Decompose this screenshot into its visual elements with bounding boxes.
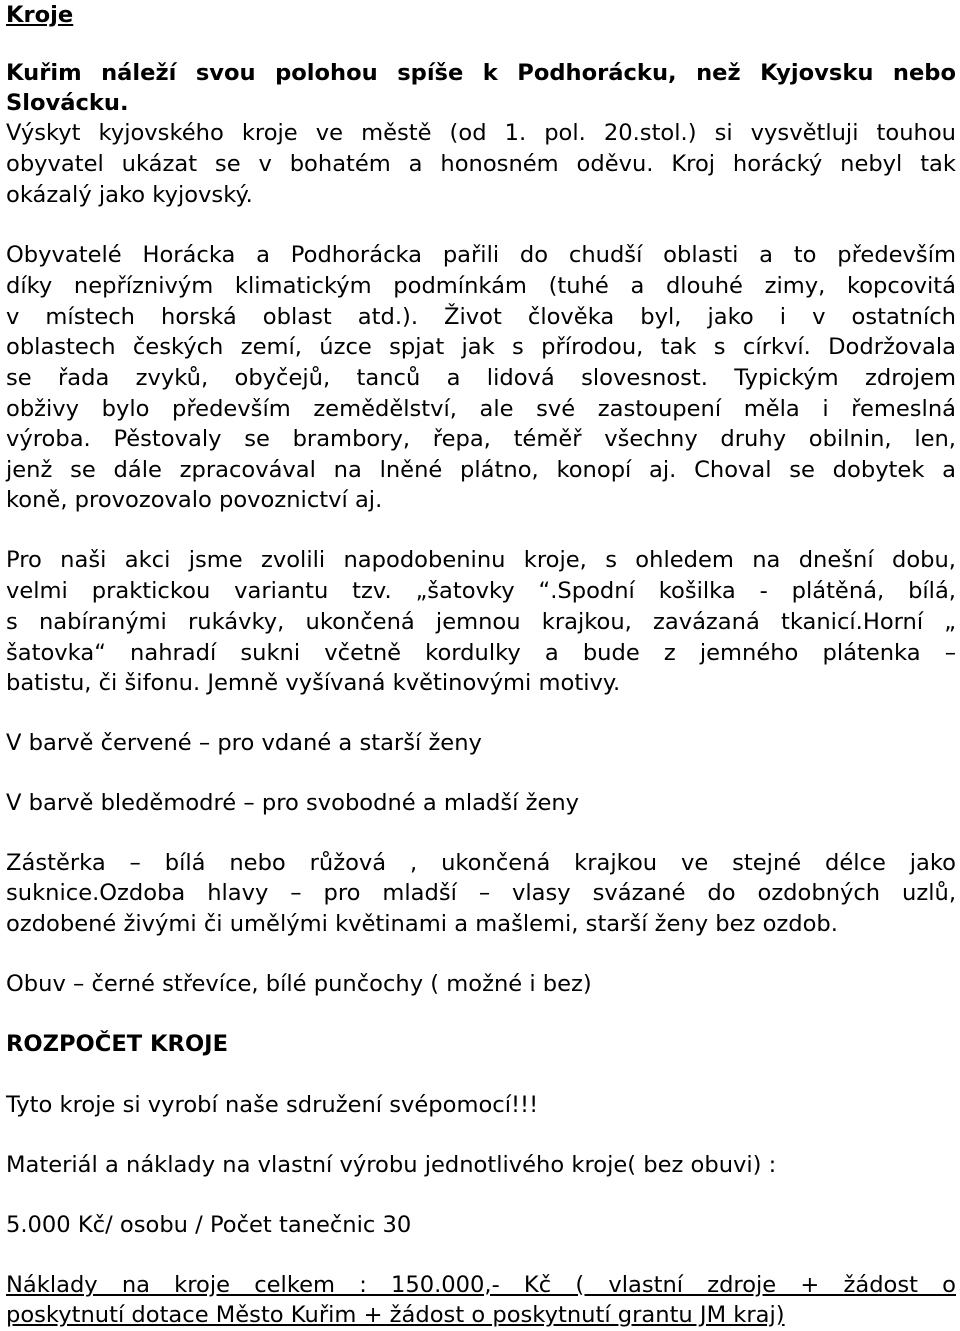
paragraph-blue-costume: V barvě bleděmodré – pro svobodné a mladší ženy [6,790,580,816]
budget-heading: ROZPOČET KROJE [6,1031,228,1057]
paragraph-2-line-8: jenž se dále zpracovával na lněné plátno, konopí aj. Choval se dobytek a [6,457,956,483]
paragraph-3-line-3: s nabíranými rukávky, ukončená jemnou krajkou, zavázaná tkanicí.Horní „ [6,609,956,635]
paragraph-total-cost-line-1: Náklady na kroje celkem : 150.000,- Kč ( vlastní zdroje + žádost o [6,1272,956,1298]
paragraph-2-line-7: výroba. Pěstovaly se brambory, řepa, téměř všechny druhy obilnin, len, [6,426,956,452]
paragraph-total-cost-line-2: poskytnutí dotace Město Kuřim + žádost o poskytnutí grantu JM kraj) [6,1302,785,1328]
paragraph-material-costs: Materiál a náklady na vlastní výrobu jednotlivého kroje( bez obuvi) : [6,1152,777,1178]
paragraph-3-line-1: Pro naši akci jsme zvolili napodobeninu kroje, s ohledem na dnešní dobu, [6,547,956,573]
paragraph-self-made: Tyto kroje si vyrobí naše sdružení svépomocí!!! [6,1092,539,1118]
page-title: Kroje [6,2,74,28]
paragraph-3-line-4: šatovka“ nahradí sukni včetně kordulky a bude z jemného plátenka – [6,640,956,666]
paragraph-red-costume: V barvě červené – pro vdané a starší ženy [6,730,482,756]
paragraph-shoes: Obuv – černé střevíce, bílé punčochy ( možné i bez) [6,971,592,997]
paragraph-1-line-3: okázalý jako kyjovský. [6,182,253,208]
paragraph-apron-line-2: suknice.Ozdoba hlavy – pro mladší – vlasy svázané do ozdobných uzlů, [6,880,956,906]
intro-line-1: Kuřim náleží svou polohou spíše k Podhorácku, než Kyjovsku nebo [6,60,956,86]
intro-line-2: Slovácku. [6,90,129,116]
paragraph-apron-line-3: ozdobené živými či umělými květinami a mašlemi, starší ženy bez ozdob. [6,911,838,937]
paragraph-1-line-2: obyvatel ukázat se v bohatém a honosném oděvu. Kroj horácký nebyl tak [6,151,956,177]
paragraph-2-line-3: v místech horská oblast atd.). Život člověka byl, jako i v ostatních [6,304,956,330]
paragraph-2-line-2: díky nepříznivým klimatickým podmínkám (tuhé a dlouhé zimy, kopcovitá [6,273,956,299]
paragraph-2-line-5: se řada zvyků, obyčejů, tanců a lidová slovesnost. Typickým zdrojem [6,365,956,391]
paragraph-apron-line-1: Zástěrka – bílá nebo růžová , ukončená krajkou ve stejné délce jako [6,850,956,876]
paragraph-3-line-2: velmi praktickou variantu tzv. „šatovky “.Spodní košilka - plátěná, bílá, [6,578,956,604]
paragraph-2-line-4: oblastech českých zemí, úzce spjat jak s přírodou, tak s církví. Dodržovala [6,334,956,360]
paragraph-1-line-1: Výskyt kyjovského kroje ve městě (od 1. pol. 20.stol.) si vysvětluji touhou [6,120,956,146]
paragraph-cost-per-person: 5.000 Kč/ osobu / Počet tanečnic 30 [6,1212,412,1238]
paragraph-3-line-5: batistu, či šifonu. Jemně vyšívaná květinovými motivy. [6,670,621,696]
paragraph-2-line-9: koně, provozovalo povoznictví aj. [6,487,383,513]
paragraph-2-line-1: Obyvatelé Horácka a Podhorácka pařili do chudší oblasti a to především [6,242,956,268]
paragraph-2-line-6: obživy bylo především zemědělství, ale své zastoupení měla i řemeslná [6,396,956,422]
